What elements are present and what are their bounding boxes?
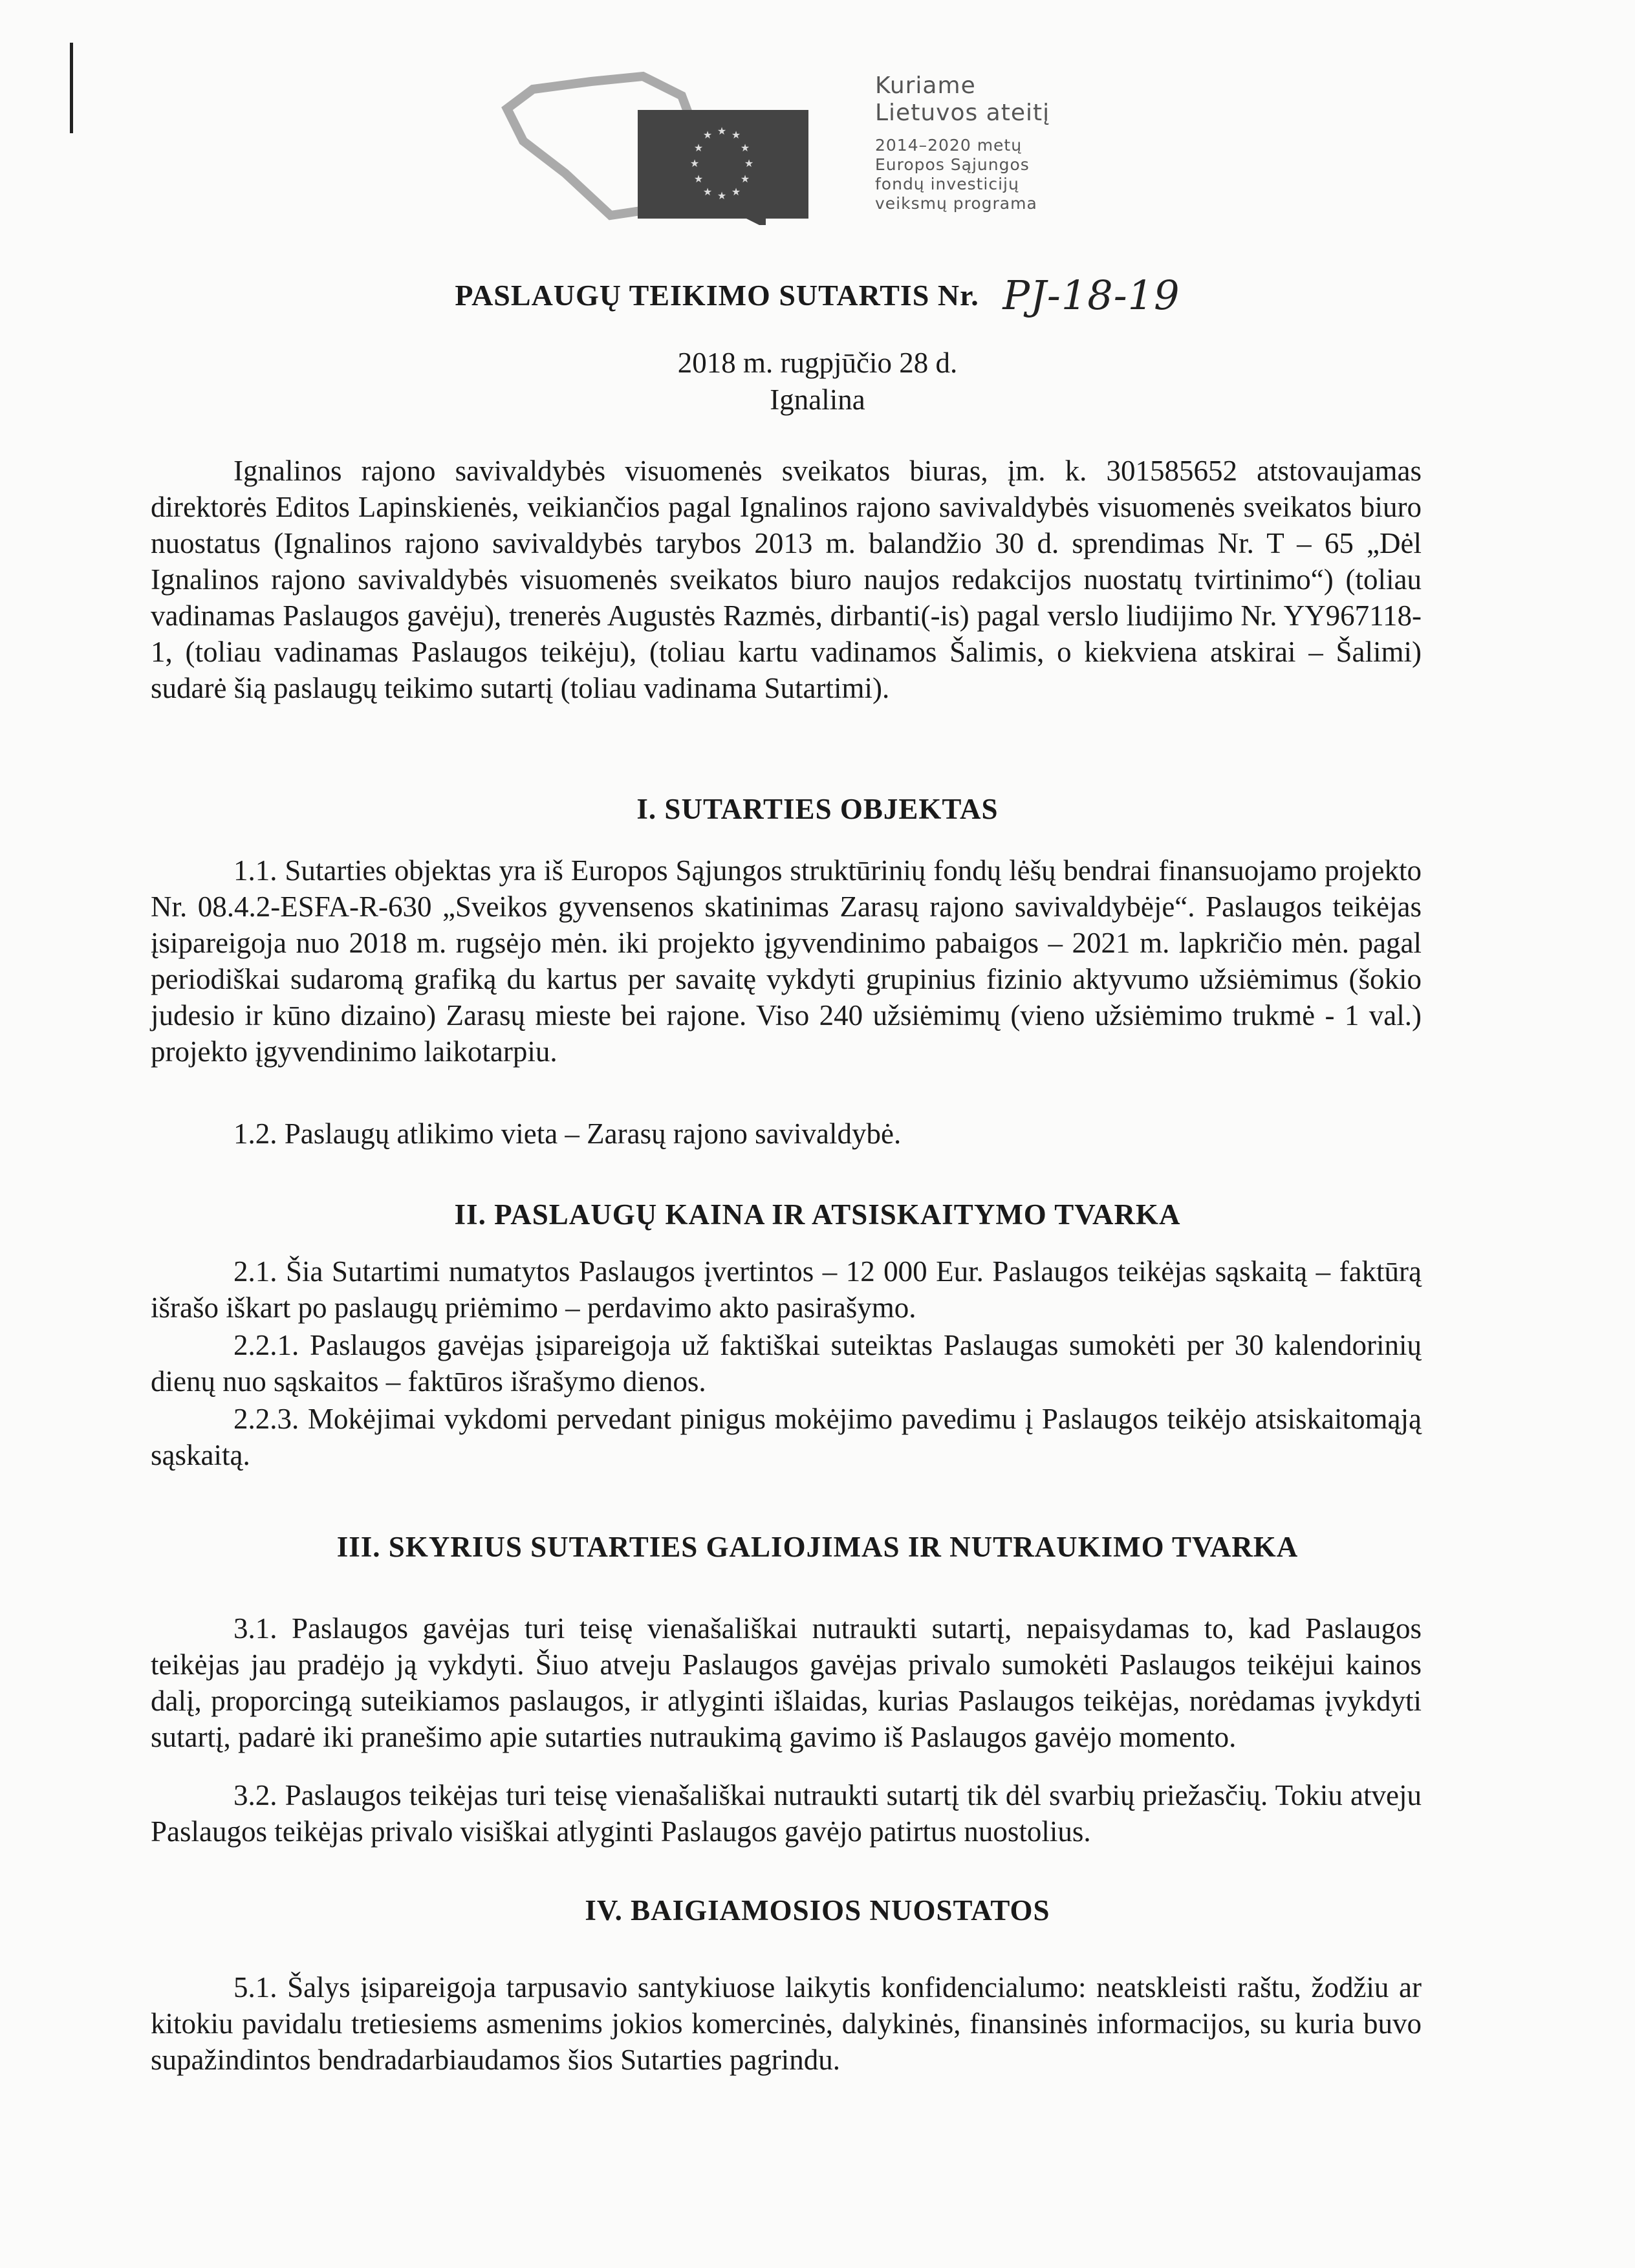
scan-edge-mark [70, 43, 73, 133]
handwritten-contract-number: PJ-18-19 [1002, 272, 1180, 319]
svg-text:★: ★ [717, 125, 727, 137]
intro-paragraph: Ignalinos rajono savivaldybės visuomenės sveikatos biuras, įm. k. 301585652 atstovaujamas direktorės Editos Lapinskienės, veikiančios pagal Ignalinos rajono savivaldybės visuomenės sveikatos biuro nuostatus (Ignalinos rajono savivaldybės tarybos 2013 m. balandžio 30 d. sprendimas Nr. T – 65 „Dėl Ignalinos rajono savivaldybės visuomenės sveikatos biuro naujos redakcijos nuostatų tvirtinimo“) (toliau vadinamas Paslaugos gavėju), trenerės Augustės Razmės, dirbanti(-is) pagal verslo liudijimo Nr. YY967118-1, (toliau vadinamas Paslaugos teikėju), (toliau kartu vadinamos Šalimis, o kiekviena atskirai – Šalimi) sudarė šią paslaugų teikimo sutartį (toliau vadinama Sutartimi). [151, 455, 1422, 704]
logo-line: veiksmų programa [875, 194, 1037, 213]
logo-line: Lietuvos ateitį [875, 100, 1050, 126]
svg-text:★: ★ [693, 142, 704, 154]
paragraph-3-1: 3.1. Paslaugos gavėjas turi teisę vienašališkai nutraukti sutartį, nepaisydamas to, kad Paslaugos teikėjas jau pradėjo ją vykdyti. Šiuo atveju Paslaugos gavėjas privalo sumokėti Paslaugos teikėjui kainos dalį, proporcingą suteikiamos paslaugos, ir atlyginti išlaidas, kurias Paslaugos teikėjas, norėdamas įvykdyti sutartį, padarė iki pranešimo apie sutarties nutraukimą gavimo iš Paslaugos gavėjo momento. [151, 1612, 1422, 1753]
paragraph-2-1: 2.1. Šia Sutartimi numatytos Paslaugos įvertintos – 12 000 Eur. Paslaugos teikėjas sąskaitą – faktūrą išrašo iškart po paslaugų priėmimo – perdavimo akto pasirašymo. [151, 1255, 1422, 1324]
section-heading: I. SUTARTIES OBJEKTAS [636, 793, 999, 825]
logo-line: Europos Sąjungos [875, 155, 1030, 174]
paragraph-2-2-3: 2.2.3. Mokėjimai vykdomi pervedant pinigus mokėjimo pavedimu į Paslaugos teikėjo atsiskaitomąją sąskaitą. [151, 1403, 1422, 1471]
section-heading: III. SKYRIUS SUTARTIES GALIOJIMAS IR NUTRAUKIMO TVARKA [336, 1531, 1299, 1563]
logo-line: 2014–2020 metų [875, 136, 1023, 155]
svg-text:★: ★ [689, 157, 700, 169]
svg-text:★: ★ [740, 173, 750, 185]
svg-text:★: ★ [717, 189, 727, 202]
paragraph-1-1: 1.1. Sutarties objektas yra iš Europos Sąjungos struktūrinių fondų lėšų bendrai finansuojamo projekto Nr. 08.4.2-ESFA-R-630 „Sveikos gyvensenos skatinimas Zarasų rajono savivaldybėje“. Paslaugos teikėjas įsipareigoja nuo 2018 m. rugsėjo mėn. iki projekto įgyvendinimo pabaigos – 2021 m. lapkričio mėn. pagal periodiškai sudaromą grafiką du kartus per savaitę vykdyti grupinius fizinio aktyvumo užsiėmimus (šokio judesio ir kūno dizaino) Zarasų mieste bei rajone. Viso 240 užsiėmimų (vieno užsiėmimo trukmė - 1 val.) projekto įgyvendinimo laikotarpiu. [151, 854, 1422, 1068]
logo-caption [875, 72, 1050, 213]
logo-line: Kuriame [875, 72, 976, 99]
svg-text:★: ★ [744, 157, 754, 169]
section-heading: IV. BAIGIAMOSIOS NUOSTATOS [585, 1894, 1050, 1927]
document-place: Ignalina [770, 383, 865, 416]
paragraph-2-2-1: 2.2.1. Paslaugos gavėjas įsipareigoja už faktiškai suteiktas Paslaugas sumokėti per 30 kalendorinių dienų nuo sąskaitos – faktūros išrašymo dienos. [151, 1329, 1422, 1398]
paragraph-3-2: 3.2. Paslaugos teikėjas turi teisę vienašališkai nutraukti sutartį tik dėl svarbių priežasčių. Tokiu atveju Paslaugos teikėjas privalo visiškai atlyginti Paslaugos gavėjo patirtus nuostolius. [151, 1779, 1422, 1848]
svg-text:★: ★ [731, 186, 741, 198]
svg-text:★: ★ [693, 173, 704, 185]
document-title-row [0, 272, 1635, 319]
svg-text:★: ★ [731, 129, 741, 141]
section-heading: II. PASLAUGŲ KAINA IR ATSISKAITYMO TVARKA [454, 1198, 1181, 1231]
document-title: PASLAUGŲ TEIKIMO SUTARTIS Nr. [455, 279, 979, 312]
svg-text:★: ★ [740, 142, 750, 154]
document-date: 2018 m. rugpjūčio 28 d. [677, 347, 958, 379]
paragraph-1-2: 1.2. Paslaugų atlikimo vieta – Zarasų rajono savivaldybė. [233, 1118, 902, 1150]
paragraph-5-1: 5.1. Šalys įsipareigoja tarpusavio santykiuose laikytis konfidencialumo: neatskleisti raštu, žodžiu ar kitokiu pavidalu tretiesiems asmenims jokios komercinės, dalykinės, finansinės informacijos, su kuria buvo supažindintos bendradarbiaudamos šios Sutarties pagrindu. [151, 1971, 1422, 2076]
logo-line: fondų investicijų [875, 175, 1019, 193]
eu-funds-logo [488, 70, 850, 225]
svg-text:★: ★ [702, 129, 713, 141]
svg-text:★: ★ [702, 186, 713, 198]
